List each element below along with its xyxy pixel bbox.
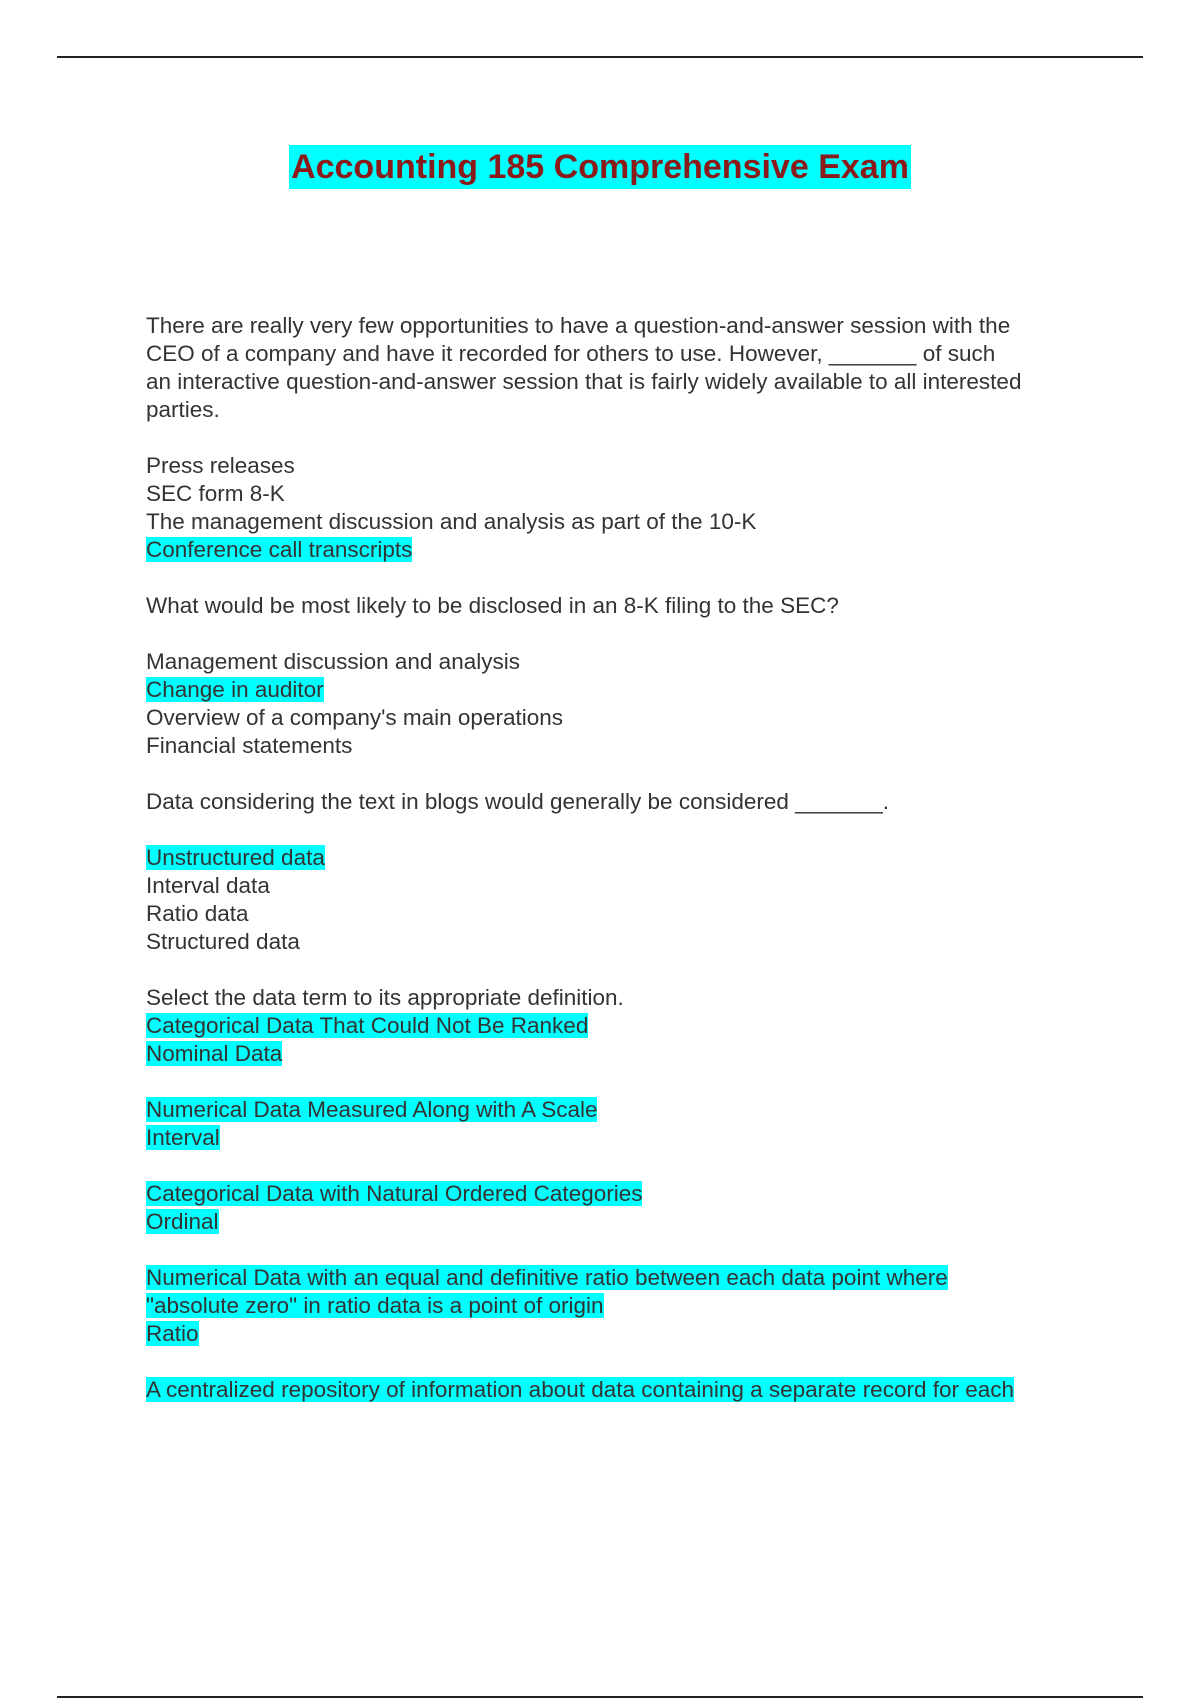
spacer xyxy=(146,1236,1106,1264)
correct-answer-highlight: Conference call transcripts xyxy=(146,537,413,562)
spacer xyxy=(146,424,1106,452)
term-interval: Interval xyxy=(146,1125,220,1150)
definition-interval: Numerical Data Measured Along with A Scale xyxy=(146,1097,598,1122)
option-mdna: Management discussion and analysis xyxy=(146,649,520,674)
question-1-options xyxy=(146,452,1106,564)
definition-data-dictionary: A centralized repository of information about data containing a separate record for each xyxy=(146,1377,1015,1402)
question-2-options xyxy=(146,648,1106,760)
option-conference-call-transcripts xyxy=(146,536,1106,564)
definition-line xyxy=(146,1012,1106,1040)
spacer xyxy=(146,1348,1106,1376)
question-2: What would be most likely to be disclosed in an 8-K filing to the SEC? xyxy=(146,593,839,618)
term-ordinal: Ordinal xyxy=(146,1209,219,1234)
definition-line xyxy=(146,1096,1106,1124)
option-press-releases: Press releases xyxy=(146,453,295,478)
term-line xyxy=(146,1208,1106,1236)
page-title: Accounting 185 Comprehensive Exam xyxy=(289,145,911,189)
definition-ratio-line-1: Numerical Data with an equal and definitive ratio between each data point where xyxy=(146,1265,948,1290)
spacer xyxy=(146,620,1106,648)
question-1 xyxy=(146,312,1106,424)
definition-line xyxy=(146,1376,1106,1404)
definition-ordinal: Categorical Data with Natural Ordered Categories xyxy=(146,1181,643,1206)
definition-line xyxy=(146,1292,1106,1320)
spacer xyxy=(146,816,1106,844)
term-line xyxy=(146,1124,1106,1152)
definition-line xyxy=(146,1180,1106,1208)
definition-nominal: Categorical Data That Could Not Be Ranked xyxy=(146,1013,589,1038)
question-1-line-4: parties. xyxy=(146,397,220,422)
pair-ratio xyxy=(146,1264,1106,1348)
title-container xyxy=(0,145,1200,189)
question-3: Data considering the text in blogs would generally be considered _______. xyxy=(146,789,889,814)
pair-ordinal xyxy=(146,1180,1106,1236)
spacer xyxy=(146,956,1106,984)
definition-line xyxy=(146,1264,1106,1292)
spacer xyxy=(146,1068,1106,1096)
exam-content xyxy=(146,312,1106,1404)
spacer xyxy=(146,760,1106,788)
option-change-in-auditor xyxy=(146,676,1106,704)
spacer xyxy=(146,564,1106,592)
correct-answer-highlight: Change in auditor xyxy=(146,677,324,702)
correct-answer-highlight: Unstructured data xyxy=(146,845,325,870)
question-4: Select the data term to its appropriate definition. xyxy=(146,985,624,1010)
bottom-rule xyxy=(57,1696,1143,1698)
question-3-options xyxy=(146,844,1106,956)
option-unstructured-data xyxy=(146,844,1106,872)
question-1-line-2: CEO of a company and have it recorded for others to use. However, _______ of such xyxy=(146,341,996,366)
option-overview-operations: Overview of a company's main operations xyxy=(146,705,563,730)
option-interval-data: Interval data xyxy=(146,873,270,898)
option-structured-data: Structured data xyxy=(146,929,300,954)
pair-nominal xyxy=(146,1012,1106,1068)
option-financial-statements: Financial statements xyxy=(146,733,353,758)
term-line xyxy=(146,1040,1106,1068)
option-sec-form-8k: SEC form 8-K xyxy=(146,481,285,506)
spacer xyxy=(146,1152,1106,1180)
term-nominal: Nominal Data xyxy=(146,1041,283,1066)
top-rule xyxy=(57,56,1143,58)
option-mdna-10k: The management discussion and analysis as part of the 10-K xyxy=(146,509,757,534)
term-line xyxy=(146,1320,1106,1348)
term-ratio: Ratio xyxy=(146,1321,199,1346)
pair-interval xyxy=(146,1096,1106,1152)
question-1-line-1: There are really very few opportunities to have a question-and-answer session with the xyxy=(146,313,1011,338)
definition-ratio-line-2: "absolute zero" in ratio data is a point of origin xyxy=(146,1293,604,1318)
option-ratio-data: Ratio data xyxy=(146,901,249,926)
question-1-line-3: an interactive question-and-answer session that is fairly widely available to all interested xyxy=(146,369,1022,394)
